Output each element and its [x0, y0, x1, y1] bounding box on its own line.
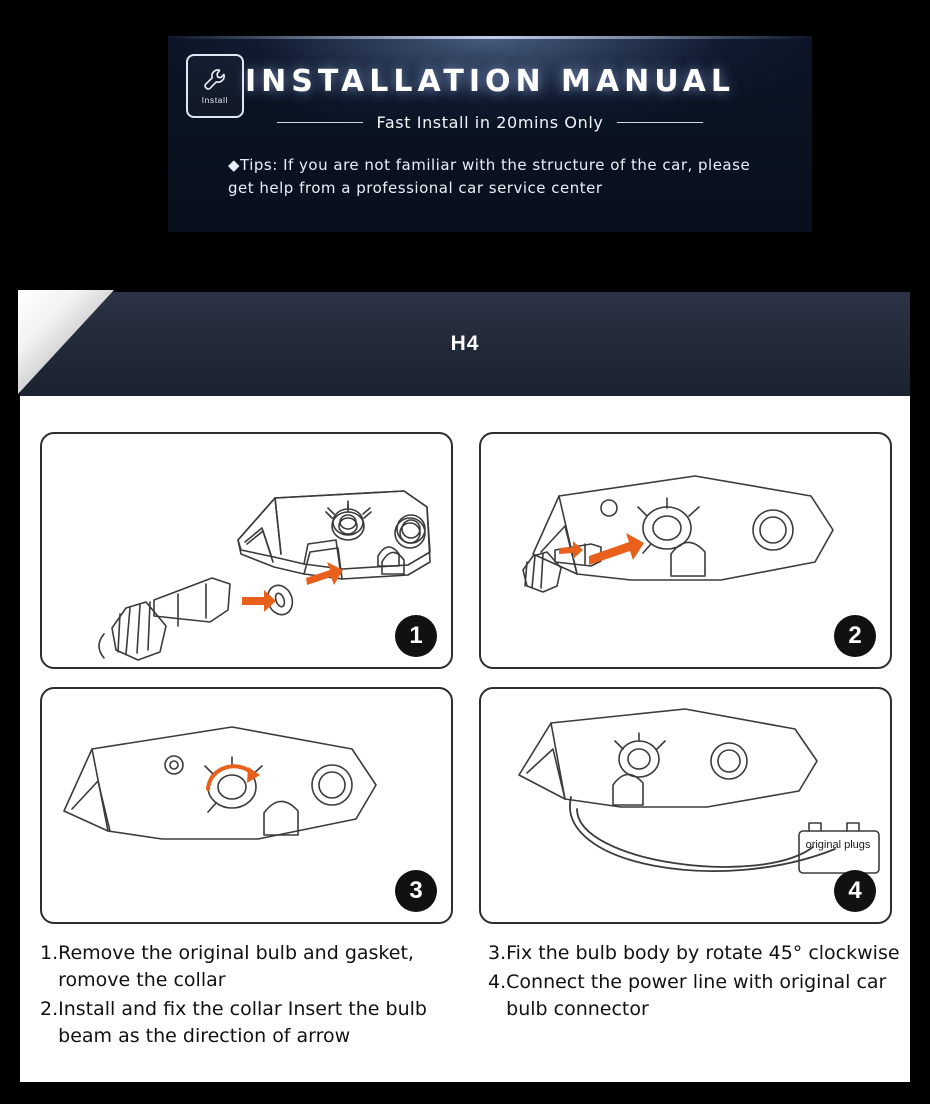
tips-text: Tips: If you are not familiar with the structure of the car, please get help from a professional car service center	[228, 156, 751, 198]
tips-marker-icon: ◆	[228, 156, 241, 174]
install-badge-label: Install	[201, 96, 229, 105]
instruction-text: Fix the bulb body by rotate 45° clockwise	[506, 942, 900, 964]
manual-tips	[228, 154, 768, 201]
step-panel-2	[479, 432, 892, 669]
step-panel-3	[40, 687, 453, 924]
step-panel-1	[40, 432, 453, 669]
bulb-type-bar	[20, 292, 910, 396]
step4-art	[481, 689, 892, 922]
manual-subtitle-row	[168, 113, 812, 132]
step-number-badge: 3	[395, 870, 437, 912]
manual-title: INSTALLATION MANUAL	[245, 64, 735, 99]
manual-sheet	[20, 292, 910, 1082]
instruction-item	[40, 940, 462, 994]
step-number-badge: 2	[834, 615, 876, 657]
rule-left	[277, 122, 363, 123]
steps-row-2	[40, 687, 892, 924]
instruction-number: 3.	[488, 942, 507, 964]
step-panel-4	[479, 687, 892, 924]
instruction-item	[488, 940, 910, 967]
rule-right	[617, 122, 703, 123]
instruction-number: 1.	[40, 942, 59, 964]
installation-manual-banner	[168, 36, 812, 232]
instruction-text: Install and fix the collar Insert the bulb beam as the direction of arrow	[58, 997, 427, 1047]
step-number-badge: 1	[395, 615, 437, 657]
step1-art	[42, 434, 453, 667]
steps-grid	[40, 432, 892, 942]
manual-subtitle: Fast Install in 20mins Only	[376, 113, 604, 132]
step2-art	[481, 434, 892, 667]
instruction-text: Remove the original bulb and gasket, romove the collar	[58, 942, 414, 991]
step-number-badge: 4	[834, 870, 876, 912]
original-plugs-label: original plugs	[805, 839, 871, 851]
instruction-number: 4.	[488, 970, 507, 993]
instruction-number: 2.	[40, 997, 59, 1020]
instruction-item	[488, 969, 910, 1023]
instruction-text: Connect the power line with original car bulb connector	[506, 970, 887, 1020]
bulb-type-label: H4	[450, 332, 480, 355]
instruction-item	[40, 996, 462, 1050]
instructions-left-column	[40, 940, 462, 1052]
banner-top-glow	[168, 36, 812, 39]
instructions-right-column	[488, 940, 910, 1052]
step3-art	[42, 689, 453, 922]
steps-row-1	[40, 432, 892, 669]
instructions-block	[40, 940, 910, 1052]
